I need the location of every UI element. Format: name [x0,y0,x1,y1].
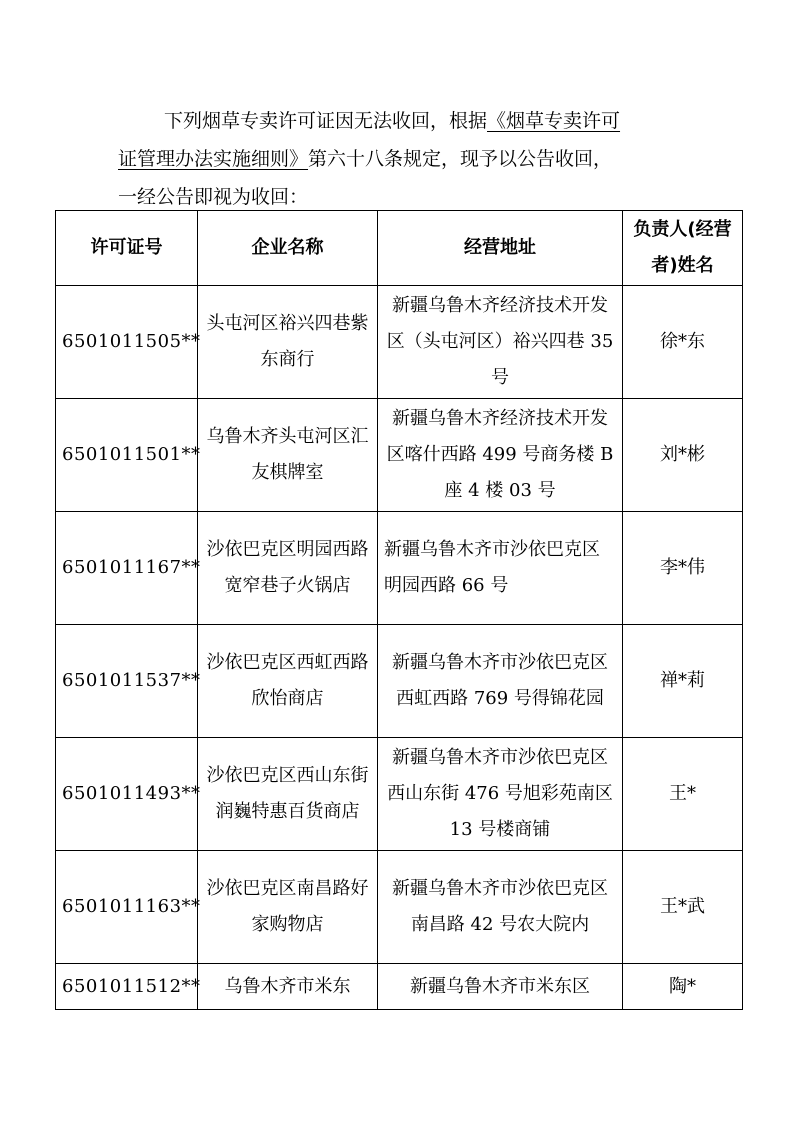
intro-text-2: 第六十八条规定，现予以公告收回， [308,148,613,170]
cell-person: 王*武 [623,851,743,964]
regulation-title-part-2: 证管理办法实施细则》 [118,148,309,170]
cell-company: 沙依巴克区明园西路宽窄巷子火锅店 [198,512,378,625]
intro-line-1 [118,102,698,140]
cell-company: 沙依巴克区西山东街润巍特惠百货商店 [198,738,378,851]
cell-person: 李*伟 [623,512,743,625]
intro-text-1: 下列烟草专卖许可证因无法收回，根据 [164,110,488,132]
cell-company: 沙依巴克区西虹西路欣怡商店 [198,625,378,738]
cell-address: 新疆乌鲁木齐市沙依巴克区西山东街 476 号旭彩苑南区 13 号楼商铺 [378,738,623,851]
table-row [56,399,743,512]
header-license-no: 许可证号 [56,211,198,286]
cell-company: 沙依巴克区南昌路好家购物店 [198,851,378,964]
cell-license: 6501011505** [56,286,198,399]
table-row [56,286,743,399]
cell-person: 王* [623,738,743,851]
table-row [56,738,743,851]
cell-address: 新疆乌鲁木齐市沙依巴克区南昌路 42 号农大院内 [378,851,623,964]
cell-person: 徐*东 [623,286,743,399]
intro-paragraph [118,102,698,216]
table-header-row [56,211,743,286]
cell-address: 新疆乌鲁木齐市沙依巴克区西虹西路 769 号得锦花园 [378,625,623,738]
cell-address: 新疆乌鲁木齐市米东区 [378,964,623,1010]
regulation-title-part-1: 《烟草专卖许可 [487,110,621,132]
cell-license: 6501011537** [56,625,198,738]
cell-company: 乌鲁木齐市米东 [198,964,378,1010]
cell-company: 头屯河区裕兴四巷紫东商行 [198,286,378,399]
cell-license: 6501011501** [56,399,198,512]
cell-license: 6501011493** [56,738,198,851]
intro-text-3: 一经公告即视为收回： [118,186,309,208]
cell-license: 6501011167** [56,512,198,625]
cell-address: 新疆乌鲁木齐市沙依巴克区明园西路 66 号 [378,512,623,625]
table-row [56,625,743,738]
cell-company: 乌鲁木齐头屯河区汇友棋牌室 [198,399,378,512]
table-row [56,512,743,625]
cell-person: 刘*彬 [623,399,743,512]
cell-license: 6501011512** [56,964,198,1010]
cell-license: 6501011163** [56,851,198,964]
cell-address: 新疆乌鲁木齐经济技术开发区（头屯河区）裕兴四巷 35 号 [378,286,623,399]
table-row [56,964,743,1010]
header-address: 经营地址 [378,211,623,286]
license-table [55,210,743,1010]
cell-person: 禅*莉 [623,625,743,738]
intro-line-2 [118,140,698,178]
header-company-name: 企业名称 [198,211,378,286]
header-person: 负责人(经营者)姓名 [623,211,743,286]
table-row [56,851,743,964]
cell-address: 新疆乌鲁木齐经济技术开发区喀什西路 499 号商务楼 B 座 4 楼 03 号 [378,399,623,512]
cell-person: 陶* [623,964,743,1010]
